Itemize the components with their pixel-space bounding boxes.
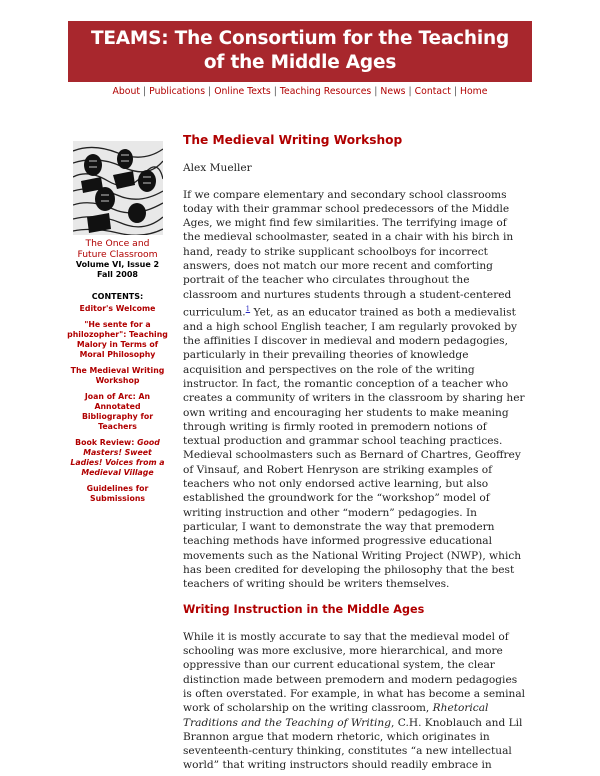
site-title-line1: TEAMS: The Consortium for the Teaching — [90, 28, 510, 49]
nav-separator: | — [374, 86, 378, 97]
nav-publications[interactable]: Publications — [149, 86, 206, 97]
toc-joan-of-arc[interactable]: Joan of Arc: An Annotated Bibliography for Teachers — [81, 392, 154, 431]
toc-malory-article[interactable]: "He sente for a philozopher": Teaching Malory in Terms of Moral Philosophy — [67, 320, 168, 359]
nav-about[interactable]: About — [112, 86, 141, 97]
issue-volume: Volume VI, Issue 2 — [75, 260, 160, 269]
article-author: Alex Mueller — [183, 162, 252, 175]
article-body — [183, 133, 527, 773]
site-banner — [68, 21, 532, 82]
nav-separator: | — [453, 86, 457, 97]
issue-title-line2: Future Classroom — [77, 249, 158, 260]
toc-book-review-title: Good Masters! Sweet Ladies! Voices from a Medieval Village — [70, 438, 165, 477]
nav-separator: | — [208, 86, 212, 97]
nav-separator: | — [143, 86, 147, 97]
toc-editors-welcome[interactable]: Editor's Welcome — [79, 304, 156, 313]
toc-book-review[interactable] — [66, 438, 169, 478]
nav-teaching-resources[interactable]: Teaching Resources — [279, 86, 372, 97]
issue-title-line1: The Once and — [85, 238, 150, 249]
toc-guidelines[interactable]: Guidelines for Submissions — [86, 484, 149, 503]
paragraph-2-text-b: , C.H. Knoblauch and Lil Brannon argue that modern rhetoric, which originates in seventeenth-century thinking, constitutes “a new intellectual world” that writing instructors should readily embrace in — [183, 716, 523, 772]
article-paragraph-1 — [183, 188, 527, 592]
cited-book-title: Rhetorical Traditions and the Teaching of Writing — [183, 702, 489, 729]
site-title-line2: of the Middle Ages — [203, 52, 397, 73]
toc-writing-workshop[interactable]: The Medieval Writing Workshop — [70, 366, 165, 385]
article-title: The Medieval Writing Workshop — [183, 133, 403, 147]
nav-home[interactable]: Home — [459, 86, 488, 97]
section-heading: Writing Instruction in the Middle Ages — [183, 603, 425, 617]
nav-news[interactable]: News — [380, 86, 406, 97]
paragraph-1-text-a: If we compare elementary and secondary school classrooms today with their grammar school predecessors of the Middle Ages, we might find few similarities. The terrifying image of the medieval schoolmaster, seated in a chair with his birch in hand, ready to strike supplicant schoolboys for incorrect answers, does not match our more recent and comforting portrait of the teacher who circulates throughout the classroom and nurtures students through a student-centered curriculum. — [183, 188, 514, 319]
issue-sidebar — [66, 141, 169, 510]
medieval-woodcut-image — [73, 141, 163, 235]
nav-separator: | — [273, 86, 277, 97]
paragraph-1-text-b: Yet, as an educator trained as both a medievalist and a high school English teacher, I am regularly provoked by the affinities I discover in medieval and modern pedagogies, particularly in their prevailing theories of knowledge acquisition and perspectives on the role of the writing instructor. In fact, the romantic conception of a teacher who creates a community of writers in the classroom by sharing her own writing and encouraging her students to make meaning through writing is firmly rooted in premodern notions of textual production and grammar school teaching practices. Medieval schoolmasters such as Bernard of Chartres, Geoffrey of Vinsauf, and Robert Henryson are striking examples of teachers who not only endorsed active learning, but also established the groundwork for the “workshop” model of writing instruction and other “modern” pedagogies. In particular, I want to demonstrate the way that premodern teaching methods have informed progressive educational movements such as the National Writing Project (NWP), which has been credited for developing the philosophy that the best teachers of writing should be writers themselves. — [183, 306, 525, 591]
issue-date: Fall 2008 — [97, 270, 138, 279]
article-paragraph-2 — [183, 630, 527, 773]
nav-online-texts[interactable]: Online Texts — [214, 86, 271, 97]
paragraph-2-text-a: While it is mostly accurate to say that the medieval model of schooling was more exclusive, more hierarchical, and more oppressive than our current educational system, the clear distinction made between premodern and modern pedagogies is often overstated. For example, in what has become a seminal work of scholarship on the writing classroom, — [183, 630, 526, 715]
footnote-link-1[interactable]: 1 — [245, 304, 251, 313]
contents-heading: CONTENTS: — [91, 292, 144, 301]
nav-separator: | — [408, 86, 412, 97]
top-navigation — [0, 86, 600, 97]
toc-book-review-prefix: Book Review: — [75, 438, 138, 447]
nav-contact[interactable]: Contact — [414, 86, 451, 97]
